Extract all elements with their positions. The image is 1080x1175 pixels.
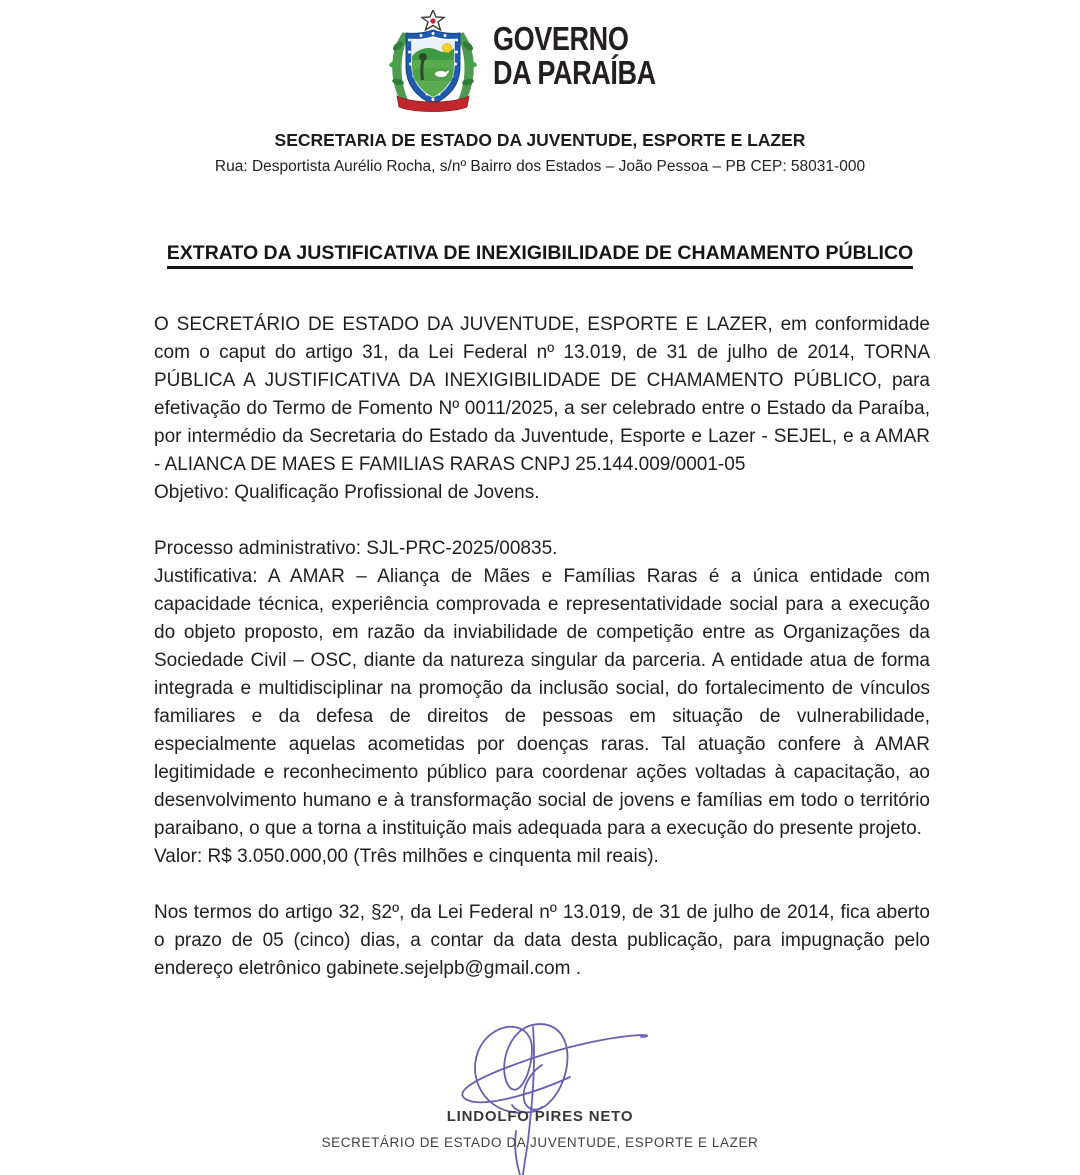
line-processo: Processo administrativo: SJL-PRC-2025/00835. (154, 538, 558, 559)
signature-scribble-icon (420, 1015, 780, 1175)
blank-line (154, 871, 930, 899)
government-brand (0, 10, 1080, 112)
blank-line (154, 507, 930, 535)
paragraph-justificativa: Justificativa: A AMAR – Aliança de Mães e Famílias Raras é a única entidade com capacidade técnica, experiência comprovada e representatividade social para a execução do objeto proposto, em razão da inviabilidade de competição entre as Organizações da Sociedade Civil – OSC, diante da natureza singular da parceria. A entidade atua de forma integrada e multidisciplinar na promoção da inclusão social, do fortalecimento de vínculos familiares e da defesa de direitos de pessoas em situação de vulnerabilidade, especialmente aquelas acometidas por doenças raras. Tal atuação confere à AMAR legitimidade e reconhecimento público para coordenar ações voltadas à capacitação, ao desenvolvimento humano e à transformação social de jovens e famílias em todo o território paraibano, o que a torna a instituição mais adequada para a execução do presente projeto. (154, 566, 930, 839)
paraiba-coat-of-arms-icon (389, 10, 477, 112)
government-wordmark (493, 22, 656, 90)
letterhead (0, 10, 1080, 176)
wordmark-line-1: GOVERNO (492, 20, 629, 57)
line-valor: Valor: R$ 3.050.000,00 (Três milhões e cinquenta mil reais). (154, 846, 659, 867)
signatory-role: SECRETÁRIO DE ESTADO DA JUVENTUDE, ESPORTE E LAZER (321, 1135, 759, 1150)
document-body (0, 311, 1080, 983)
paragraph-prazo: Nos termos do artigo 32, §2º, da Lei Federal nº 13.019, de 31 de julho de 2014, fica aberto o prazo de 05 (cinco) dias, a contar da data desta publicação, para impugnação pelo endereço eletrônico gabinete.sejelpb@gmail.com . (154, 902, 930, 979)
secretariat-address: Rua: Desportista Aurélio Rocha, s/nº Bairro dos Estados – João Pessoa – PB CEP: 58031-000 (214, 158, 866, 175)
wordmark-line-2: DA PARAÍBA (492, 54, 656, 91)
signature-block (0, 1005, 1080, 1175)
document-title (0, 242, 1080, 265)
signatory-name: LINDOLFO PIRES NETO (446, 1108, 634, 1125)
line-objetivo: Objetivo: Qualificação Profissional de Jovens. (154, 482, 540, 503)
secretariat-name: SECRETARIA DE ESTADO DA JUVENTUDE, ESPORTE E LAZER (274, 130, 806, 150)
document-title-text: EXTRATO DA JUSTIFICATIVA DE INEXIGIBILIDADE DE CHAMAMENTO PÚBLICO (167, 242, 913, 269)
paragraph-preamble: O SECRETÁRIO DE ESTADO DA JUVENTUDE, ESPORTE E LAZER, em conformidade com o caput do artigo 31, da Lei Federal nº 13.019, de 31 de julho de 2014, TORNA PÚBLICA A JUSTIFICATIVA DA INEXIGIBILIDADE DE CHAMAMENTO PÚBLICO, para efetivação do Termo de Fomento Nº 0011/2025, a ser celebrado entre o Estado da Paraíba, por intermédio da Secretaria do Estado da Juventude, Esporte e Lazer - SEJEL, e a AMAR - ALIANCA DE MAES E FAMILIAS RARAS CNPJ 25.144.009/0001-05 (154, 314, 930, 475)
